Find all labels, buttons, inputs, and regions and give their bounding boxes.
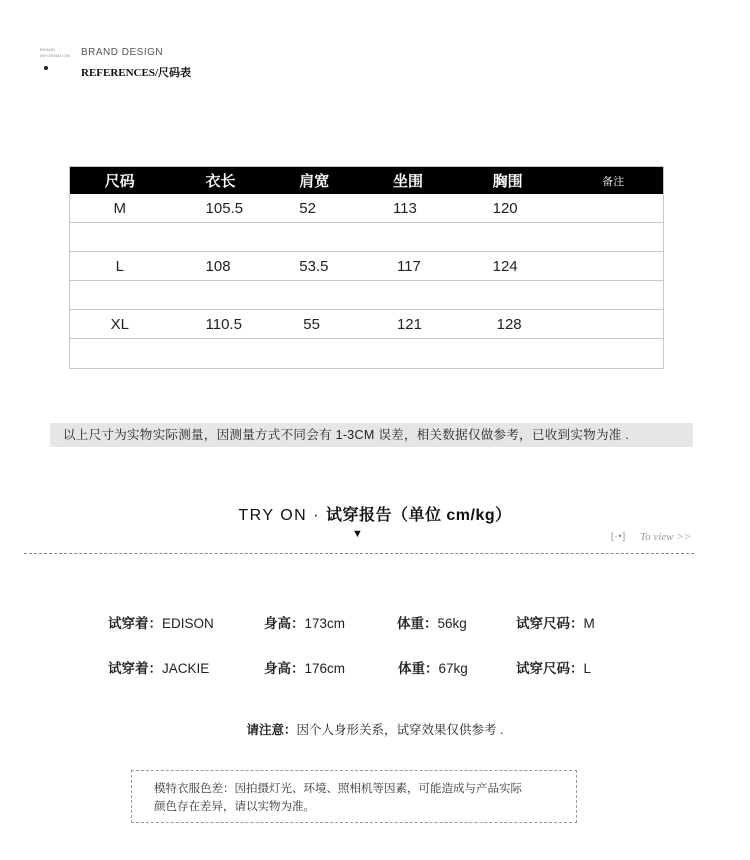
fit-note: [0, 720, 750, 738]
model-name: 试穿着：EDISON: [108, 616, 214, 631]
size-chart-table: [69, 166, 664, 369]
model-row-edison: [0, 612, 750, 632]
table-row: [70, 310, 663, 339]
header-shoulder: 肩宽: [299, 173, 330, 190]
brand-design-label: BRAND DESIGN: [81, 47, 164, 58]
color-disclaimer-box: [131, 770, 577, 823]
cell-length: 110.5: [205, 315, 242, 333]
model-row-jackie: [0, 657, 750, 677]
header-length: 衣长: [205, 173, 236, 190]
model-name: 试穿着：JACKIE: [108, 661, 210, 676]
cell-hip: 121: [396, 315, 422, 333]
cell-shoulder: 53.5: [299, 257, 329, 275]
cell-chest: 128: [496, 315, 522, 333]
table-spacer-row: [70, 281, 663, 310]
model-size: 试穿尺码：M: [516, 616, 595, 631]
model-weight: 体重：67kg: [398, 661, 468, 676]
bullet-dot-icon: [44, 66, 48, 70]
table-spacer-row: [70, 339, 663, 368]
cell-shoulder: 55: [303, 315, 320, 333]
cell-size: XL: [110, 315, 129, 333]
fit-note-text: 因个人身形关系，试穿效果仅供参考 .: [296, 723, 504, 737]
cell-shoulder: 52: [299, 199, 316, 217]
measurement-notice: 以上尺寸为实物实际测量，因测量方式不同会有 1-3CM 误差，相关数据仅做参考，已收到实物为准 .: [50, 423, 693, 447]
cell-hip: 117: [396, 257, 421, 275]
model-size: 试穿尺码：L: [516, 661, 592, 676]
try-on-title-en: TRY ON ·: [238, 507, 326, 524]
cell-length: 105.5: [205, 199, 244, 217]
header-size: 尺码: [104, 173, 135, 190]
table-header-row: [70, 167, 663, 194]
color-disclaimer-line-2: 颜色存在差异，请以实物为准。: [154, 801, 315, 813]
fit-note-label: 请注意：: [246, 723, 297, 737]
header-chest: 胸围: [492, 173, 523, 190]
header-note: 备注: [602, 175, 625, 188]
try-on-title-cn: 试穿报告（单位 cm/kg）: [325, 507, 512, 524]
table-row: [70, 252, 663, 281]
try-on-title: [0, 502, 750, 525]
cell-size: L: [115, 257, 124, 275]
to-view-link[interactable]: To view >>: [640, 531, 692, 543]
header-hip: 坐围: [392, 173, 423, 190]
cell-chest: 120: [492, 199, 518, 217]
color-disclaimer-line-1: 模特衣服色差：因拍摄灯光、环境、照相机等因素，可能造成与产品实际: [154, 783, 522, 795]
model-height: 身高：173cm: [264, 616, 346, 631]
triangle-down-icon: ▼: [352, 528, 363, 540]
brand-tiny-line-1: BRAND: [40, 47, 56, 52]
cell-length: 108: [205, 257, 231, 275]
brand-tiny-line-2: INFORMATION: [40, 53, 70, 58]
table-row: [70, 194, 663, 223]
cell-chest: 124: [492, 257, 518, 275]
table-spacer-row: [70, 223, 663, 252]
references-heading: REFERENCES/尺码表: [81, 67, 192, 79]
dashed-divider: [24, 553, 694, 554]
model-weight: 体重：56kg: [397, 616, 467, 631]
brand-tiny-text: [40, 47, 70, 59]
cell-hip: 113: [392, 199, 417, 217]
view-bracket-icon[interactable]: [·•]: [611, 531, 627, 541]
cell-size: M: [113, 199, 127, 217]
model-height: 身高：176cm: [264, 661, 346, 676]
